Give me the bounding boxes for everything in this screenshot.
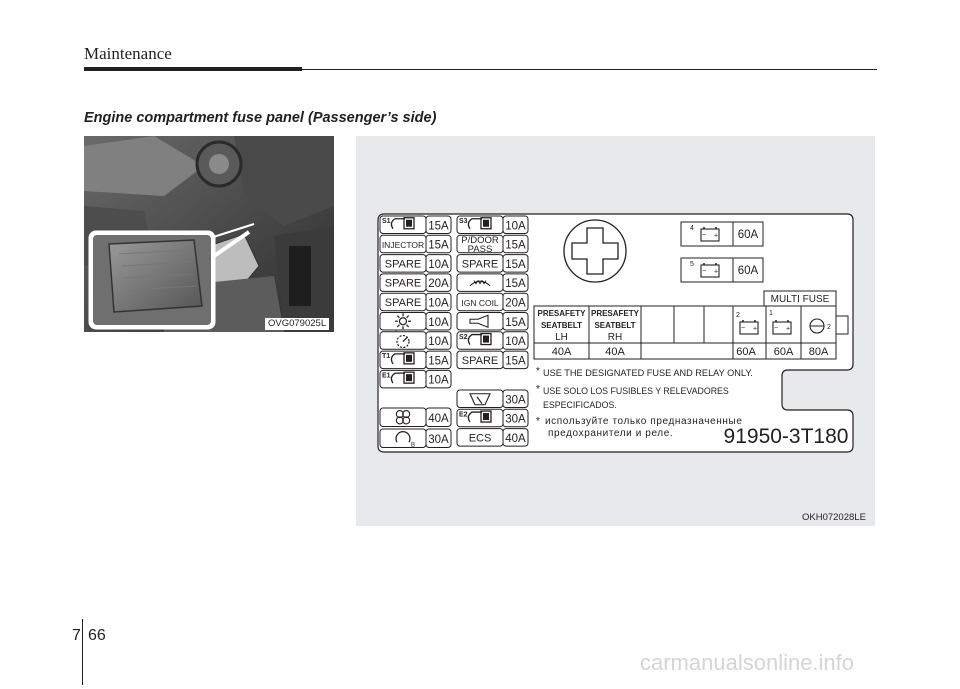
col2-fuse-3 [457, 274, 528, 292]
header-title: Maintenance [84, 44, 172, 63]
svg-text:+: + [713, 268, 719, 276]
part-number: 91950-3T180 [723, 425, 849, 448]
engine-photo-drawing [84, 136, 334, 332]
presafety-lh-line2: SEATBELT [540, 321, 583, 330]
fuse-amp: 15A [428, 239, 449, 252]
page-number: 66 [88, 627, 106, 644]
col2-bottom-fuse-1 [457, 409, 528, 427]
fuse-amp: 10A [505, 220, 526, 233]
fuse-label: SPARE [384, 258, 422, 271]
batt1-amp: 60A [773, 346, 794, 358]
col1-bottom-fuse-0 [380, 408, 451, 427]
svg-text:−: − [740, 325, 746, 332]
svg-text:−: − [773, 325, 779, 332]
fuse-label: PASS [467, 244, 493, 256]
cross-symbol [564, 220, 626, 282]
watermark: carmanualsonline.info [640, 650, 855, 675]
fuse-amp: 30A [428, 433, 449, 446]
batt2-amp: 60A [736, 346, 756, 358]
fuse-amp: 30A [505, 394, 526, 407]
fuse-label: IGN COIL [461, 297, 499, 308]
fuse-amp: 15A [505, 278, 526, 291]
fuse-amp: 10A [428, 374, 449, 387]
fuse-amp: 40A [428, 412, 449, 425]
fuse-tag: S1 [382, 218, 391, 225]
fuse-amp: 15A [428, 220, 449, 233]
steer-amp: 80A [808, 346, 829, 358]
presafety-rh-line2: SEATBELT [594, 321, 636, 330]
header-rule [84, 67, 302, 71]
col2-fuse-1 [457, 235, 528, 255]
col2-fuse-4 [457, 293, 528, 311]
fuse-amp: 40A [505, 432, 526, 445]
fuse-label: SPARE [384, 277, 422, 290]
fuse-amp: 15A [505, 316, 526, 329]
note-asterisk: * [536, 384, 540, 395]
fuse-amp: 20A [428, 278, 449, 291]
photo-caption: OVG079025L [265, 318, 329, 330]
fuse-amp: 10A [428, 316, 449, 329]
presafety-lh-line1: PRESAFETY [537, 309, 586, 318]
col1-fuse-8 [380, 370, 451, 388]
page-divider [82, 619, 83, 685]
svg-text:B: B [411, 442, 416, 449]
presafety-rh-line1: PRESAFETY [590, 309, 640, 318]
fuse-tag: S2 [459, 333, 468, 341]
fuse-tag: S3 [459, 218, 468, 225]
note-ru-1: используйте только предназначенные [545, 416, 743, 427]
fuse-tag: T1 [382, 353, 391, 361]
fuse-panel-diagram [356, 136, 875, 526]
fuse-label: SPARE [461, 258, 499, 271]
relay-number: 5 [690, 261, 694, 268]
col1-fuse-6 [380, 331, 451, 350]
steer-number: 2 [827, 324, 831, 331]
fuse-amp: 15A [505, 239, 526, 252]
batt2-number: 2 [736, 312, 740, 319]
presafety-lh-amp: 40A [551, 346, 572, 358]
fuse-amp: 15A [428, 355, 449, 368]
note-en: USE THE DESIGNATED FUSE AND RELAY ONLY. [543, 368, 753, 378]
header-rule-thin [302, 69, 877, 70]
fuse-amp: 10A [428, 336, 449, 349]
presafety-lh-line3: LH [555, 332, 568, 343]
col2-fuse-2 [457, 255, 528, 273]
fuse-amp: 15A [505, 258, 526, 271]
col1-bottom-fuse-1 [380, 429, 451, 448]
relay-fuse-5 [681, 258, 763, 282]
fuse-amp: 10A [428, 297, 449, 310]
svg-text:°: ° [395, 330, 398, 337]
col2-fuse-5 [457, 313, 528, 331]
col1-fuse-2 [380, 255, 451, 273]
fuse-amp: 10A [428, 258, 449, 271]
svg-text:+: + [785, 325, 791, 333]
note-asterisk: * [536, 416, 540, 427]
fuse-label: SPARE [384, 296, 422, 309]
presafety-rh-amp: 40A [605, 346, 625, 358]
diagram-code: OKH072028LE [802, 512, 866, 523]
batt1-number: 1 [769, 310, 773, 317]
note-asterisk: * [536, 366, 540, 377]
fuse-amp: 15A [505, 355, 526, 368]
note-es-1: USE SOLO LOS FUSIBLES Y RELEVADORES [543, 386, 729, 396]
col1-fuse-7 [380, 351, 451, 369]
col2-fuse-6 [457, 332, 528, 350]
section-title: Engine compartment fuse panel (Passenger’s side) [84, 110, 437, 126]
relay-amp: 60A [737, 265, 759, 277]
fuse-label: INJECTOR [381, 240, 425, 251]
svg-text:−: − [701, 268, 707, 275]
col1-fuse-5 [380, 313, 451, 331]
fuse-amp: 30A [505, 413, 526, 426]
relay-amp: 60A [737, 229, 759, 241]
col2-fuse-0 [457, 216, 528, 234]
fuse-label: ECS [468, 432, 492, 445]
note-ru-2: предохранители и реле. [548, 428, 674, 439]
fuse-amp: 10A [505, 336, 526, 349]
col1-fuse-3 [380, 274, 451, 292]
svg-text:+: + [752, 325, 758, 333]
multi-fuse-title: MULTI FUSE [770, 294, 830, 305]
col1-fuse-1 [380, 235, 451, 253]
svg-text:+: + [713, 232, 719, 240]
col2-bottom-fuse-2 [457, 429, 528, 447]
fuse-amp: 20A [505, 297, 526, 310]
col1-fuse-0 [380, 216, 451, 234]
presafety-rh-line3: RH [607, 332, 623, 343]
fuse-label: SPARE [461, 354, 499, 367]
chapter-number: 7 [72, 627, 81, 644]
note-es-2: ESPECIFICADOS. [543, 400, 617, 410]
fuse-label: P/DOOR [461, 235, 499, 247]
fuse-tag: E1 [382, 372, 391, 380]
svg-text:−: − [701, 232, 707, 239]
relay-fuse-4 [681, 222, 763, 246]
fuse-tag: E2 [459, 411, 468, 419]
col1-fuse-4 [380, 293, 451, 311]
relay-number: 4 [690, 225, 694, 232]
engine-photo [84, 136, 334, 332]
col2-fuse-7 [457, 351, 528, 369]
col2-bottom-fuse-0 [457, 390, 528, 408]
